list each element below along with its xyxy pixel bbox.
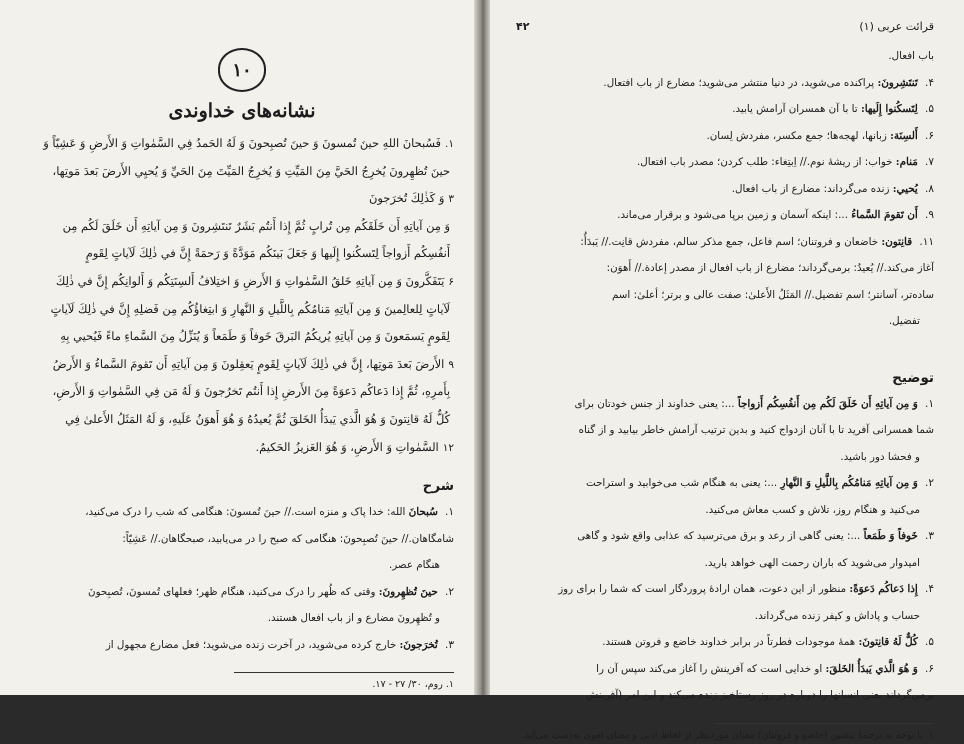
quran-verses [30, 130, 454, 461]
verse-line: بِأَمرِهِ، ثُمَّ إِذا دَعاكُم دَعوَةً مِنَ الأَرضِ إِذا أَنتُم تَخرُجونَ وَ لَهُ مَن فِي السَّمٰواتِ وَ الأَرضِ، [52, 384, 450, 399]
running-head: قرائت عربی (۱) [859, 20, 934, 33]
note-line: و تُظهِرونَ مضارع و از باب افعال هستند. [267, 612, 440, 625]
explanation-line: برمی‌گرداند یعنی انسانها را دوباره در روز رستاخیز زنده می‌کند و این امر (آفرینش [585, 689, 934, 701]
gloss-line: ۱۱. قانِتون: خاضعان و فروتنان؛ اسم فاعل، جمع مذکر سالم، مفردش قانِت.// يَبدَأُ: [580, 235, 934, 248]
explanation-line: ۴. إِذا دَعاكُم دَعوَةً: منظور از این دعوت، همان ارادهٔ پروردگار است که شما را برای روز [558, 583, 934, 595]
page-number: ۴۲ [516, 20, 530, 33]
verse-line: أَنفُسِكُم أَزواجاً لِتَسكُنوا إِلَيها وَ جَعَلَ بَينَكُم مَوَدَّةً وَ رَحمَةً إِنَّ في ذٰلِكَ لَآياتٍ لِقَومٍ [85, 246, 450, 261]
verse-line: حينَ تُظهِرونَ يُخرِجُ الحَيَّ مِنَ المَيِّتِ وَ يُخرِجُ المَيِّتَ مِنَ الحَيِّ وَ يُحيِي الأَرضَ بَعدَ مَوتِها، [52, 163, 450, 178]
note-line: ۱. سُبحانَ الله: خدا پاک و منزه است.// حينَ تُمسونَ: هنگامی که شب را درک می‌کنید، [85, 506, 454, 519]
book-gutter [474, 0, 490, 695]
right-page [490, 0, 964, 741]
gloss-line: تفضیل. [888, 315, 920, 327]
note-line: ۲. حينَ تُظهِرونَ: وقتی که ظُهر را درک می‌کنید، هنگام ظهر؛ فعلهای تُمسونَ، تُصبِحونَ [88, 585, 454, 598]
verse-line: لَآياتٍ لِلعالِمينَ وَ مِن آياتِهِ مَنامُكُم بِاللَّيلِ وَ النَّهارِ وَ ابتِغاؤُكُم مِن فَضلِهِ إِنَّ في ذٰلِكَ لَآياتٍ [50, 301, 450, 316]
gloss-line: باب افعال. [888, 50, 934, 62]
explanation-line: ۲. وَ مِن آياتِهِ مَنامُكُم بِاللَّيلِ وَ النَّهارِ ...: یعنی به هنگام شب می‌خوابید و استراحت [585, 477, 934, 489]
explanation-line: و فحشا دور باشید. [840, 450, 920, 463]
gloss-line: ساده‌تر، آسانتر؛ اسم تفضیل.// المَثَلُ الأَعلىٰ: صفت عالی و برتر؛ أعلىٰ: اسم [611, 288, 934, 301]
verse-line: لِقَومٍ يَسمَعونَ وَ مِن آياتِهِ يُريكُمُ البَرقَ خَوفاً وَ طَمَعاً وَ يُنَزِّلُ مِنَ السَّماءِ ماءً فَيُحيي بِهِ [60, 329, 450, 344]
verse-line: ۶يَتَفَكَّرونَ وَ مِن آياتِهِ خَلقُ السَّمٰواتِ وَ الأَرضِ وَ اختِلافُ أَلسِنَتِكُم وَ أَلوانِكُم إِنَّ في ذٰلِكَ [55, 273, 454, 288]
explanation-line: ۳. خَوفاً وَ طَمَعاً ...: یعنی گاهی از رعد و برق می‌ترسید که عذابی واقع شود و گاهی [577, 530, 934, 542]
verse-line: ۱۲السَّمٰواتِ وَ الأَرضِ، وَ هُوَ العَزيزُ الحَكيمُ. [255, 439, 454, 454]
verse-line: كُلٌّ لَهُ قانِتونَ وَ هُوَ الَّذي يَبدَأُ الخَلقَ ثُمَّ يُعيدُهُ وَ هُوَ أَهوَنُ عَلَيهِ، وَ لَهُ المَثَلُ الأَعلىٰ فِي [65, 411, 450, 426]
footnote: ۱. روم، ۳۰/ ۲۷ - ۱۷. [372, 679, 454, 691]
explanation-line: می‌کنید و هنگام روز، تلاش و کسب معاش می‌کنید. [705, 503, 920, 516]
left-page [0, 0, 474, 695]
gloss-line: ۹. أَن تَقومَ السَّماءُ ...: اینکه آسمان و زمین برپا می‌شود و برقرار می‌ماند. [617, 209, 934, 221]
sharh-heading: شرح [422, 478, 454, 495]
gloss-line: آغاز می‌کند.// يُعيدُ: برمی‌گرداند؛ مضارع از باب افعال از مصدر إعادة.// أَهوَن: [606, 262, 934, 274]
explanation-line: ۵. كُلٌّ لَهُ قانِتونَ: همهٔ موجودات فطرتاً در برابر خداوند خاضع و فروتن هستند. [602, 636, 934, 648]
verse-line: ۳وَ كَذٰلِكَ تُخرَجونَ [369, 191, 454, 206]
tozih-notes [516, 391, 934, 709]
gloss-line: ۴. تَنتَشِرونَ: پراکنده می‌شوید، در دنیا منتشر می‌شوید؛ مضارع از باب افتعال. [603, 76, 934, 89]
explanation-line: ۶. وَ هُوَ الَّذي يَبدَأُ الخَلقَ: او خدایی است که آفرینش را آغاز می‌کند سپس آن را [596, 662, 934, 675]
explanation-line: امیدوار می‌شوید که باران رحمت الهی خواهد بارید. [704, 556, 920, 569]
verse-line: وَ مِن آياتِهِ أَن خَلَقَكُم مِن تُرابٍ ثُمَّ إِذا أَنتُم بَشَرٌ تَنتَشِرونَ وَ مِن آياتِهِ أَن خَلَقَ لَكُم مِن [62, 218, 450, 233]
note-line: هنگام عصر. [388, 559, 440, 572]
explanation-line: حساب و پاداش و کیفر زنده می‌گرداند. [754, 609, 920, 622]
gloss-line: ۸. يُحيي: زنده می‌گرداند: مضارع از باب افعال. [731, 182, 934, 195]
lesson-number-badge [218, 48, 266, 92]
gloss-line: ۶. أَلسِنَة: زبانها، لهجه‌ها؛ جمع مکسر، مفردش لِسان. [706, 129, 934, 142]
verse-line: ۹الأَرضَ بَعدَ مَوتِها، إِنَّ في ذٰلِكَ لَآياتٍ لِقَومٍ يَعقِلونَ وَ مِن آياتِهِ أَن تَقومَ السَّماءُ وَ الأَرضُ [52, 356, 454, 371]
footnote-rule [714, 723, 934, 724]
note-line: ۳. تُخرَجونَ: خارج کرده می‌شوید، در آخرت زنده می‌شوید؛ فعل مضارع مجهول از [105, 638, 454, 651]
glossary [516, 43, 934, 335]
verse-line: ۱.فَسُبحانَ اللهِ حينَ تُمسونَ وَ حينَ تُصبِحونَ وَ لَهُ الحَمدُ فِي السَّمٰواتِ وَ الأَرضِ وَ عَشِيّاً وَ [43, 136, 454, 150]
footnote: ۱. با توجه به ترجمهٔ پیشین (خاضع و فروتنان) معنای موردنظر از لحاظ ادبی و معنای لغوی به‌دست می‌آید. [522, 729, 934, 741]
sharh-notes [30, 499, 454, 658]
explanation-line: ۱. وَ مِن آياتِهِ أَن خَلَقَ لَكُم مِن أَنفُسِكُم أَزواجاً ...: یعنی خداوند از جنس خودتان برای [574, 397, 934, 410]
page-header [516, 20, 934, 33]
explanation-line: شما همسرانی آفرید تا با آنان ازدواج کنید و بدین ترتیب آرامش خاطر بیابید و از گناه [578, 424, 934, 436]
footnote-rule [234, 672, 454, 673]
tozih-heading: توضیح [892, 369, 934, 386]
note-line: شامگاهان.// حينَ تُصبِحونَ: هنگامی که صبح را در می‌یابید، صبحگاهان.// عَشِيّاً: [122, 532, 454, 545]
gloss-line: ۷. مَنام: خواب: از ریشهٔ نوم.// اِبتِغاء: طلب کردن؛ مصدر باب افتعال. [636, 156, 934, 168]
gloss-line: ۵. لِتَسكُنوا إِلَيها: تا با آن همسران آرامش یابید. [732, 103, 934, 115]
lesson-title: نشانه‌های خداوندی [168, 100, 316, 122]
lesson-number: ۱۰ [232, 59, 252, 81]
